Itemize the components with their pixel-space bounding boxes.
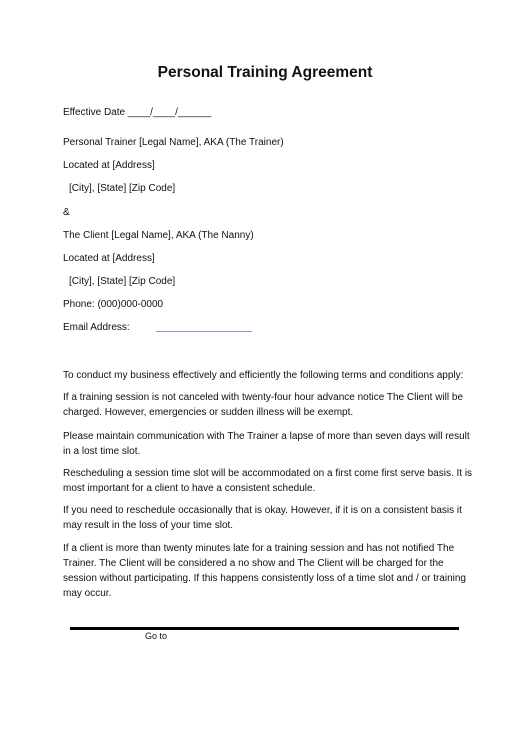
term-paragraph-3: Rescheduling a session time slot will be accommodated on a first come first serve basis. It is most important for a client to have a consistent schedule. [63, 468, 473, 494]
trainer-name-line: Personal Trainer [Legal Name], AKA (The Trainer) [63, 137, 284, 148]
effective-date-line: Effective Date ____/____/______ [63, 107, 212, 118]
client-city-line: [City], [State] [Zip Code] [69, 276, 176, 287]
go-to-link[interactable]: Go to [145, 631, 168, 641]
trainer-city-line: [City], [State] [Zip Code] [69, 183, 176, 194]
intro-paragraph: To conduct my business effectively and efficiently the following terms and conditions apply: [63, 370, 464, 381]
client-address-line: Located at [Address] [63, 253, 155, 264]
document-title: Personal Training Agreement [157, 64, 373, 81]
trainer-address-line: Located at [Address] [63, 160, 155, 171]
client-name-line: The Client [Legal Name], AKA (The Nanny) [63, 230, 254, 241]
term-paragraph-4: If you need to reschedule occasionally that is okay. However, if it is on a consistent basis it may result in the loss of your time slot. [63, 505, 462, 531]
phone-line: Phone: (000)000-0000 [63, 299, 164, 310]
email-label: Email Address: [63, 322, 130, 333]
term-paragraph-5: If a client is more than twenty minutes late for a training session and has not notified The Trainer. The Client will be considered a no show and The Client will be charged for the session without participating. If this happens consistently loss of a time slot and / or training may occur. [63, 543, 466, 599]
term-paragraph-1: If a training session is not canceled with twenty-four hour advance notice The Client will be charged. However, emergencies or sudden illness will be exempt. [63, 392, 464, 418]
email-field-underline[interactable] [156, 331, 252, 332]
term-paragraph-2: Please maintain communication with The Trainer a lapse of more than seven days will result in a lost time slot. [63, 431, 470, 457]
footer-divider [70, 627, 459, 630]
ampersand: & [63, 207, 70, 218]
